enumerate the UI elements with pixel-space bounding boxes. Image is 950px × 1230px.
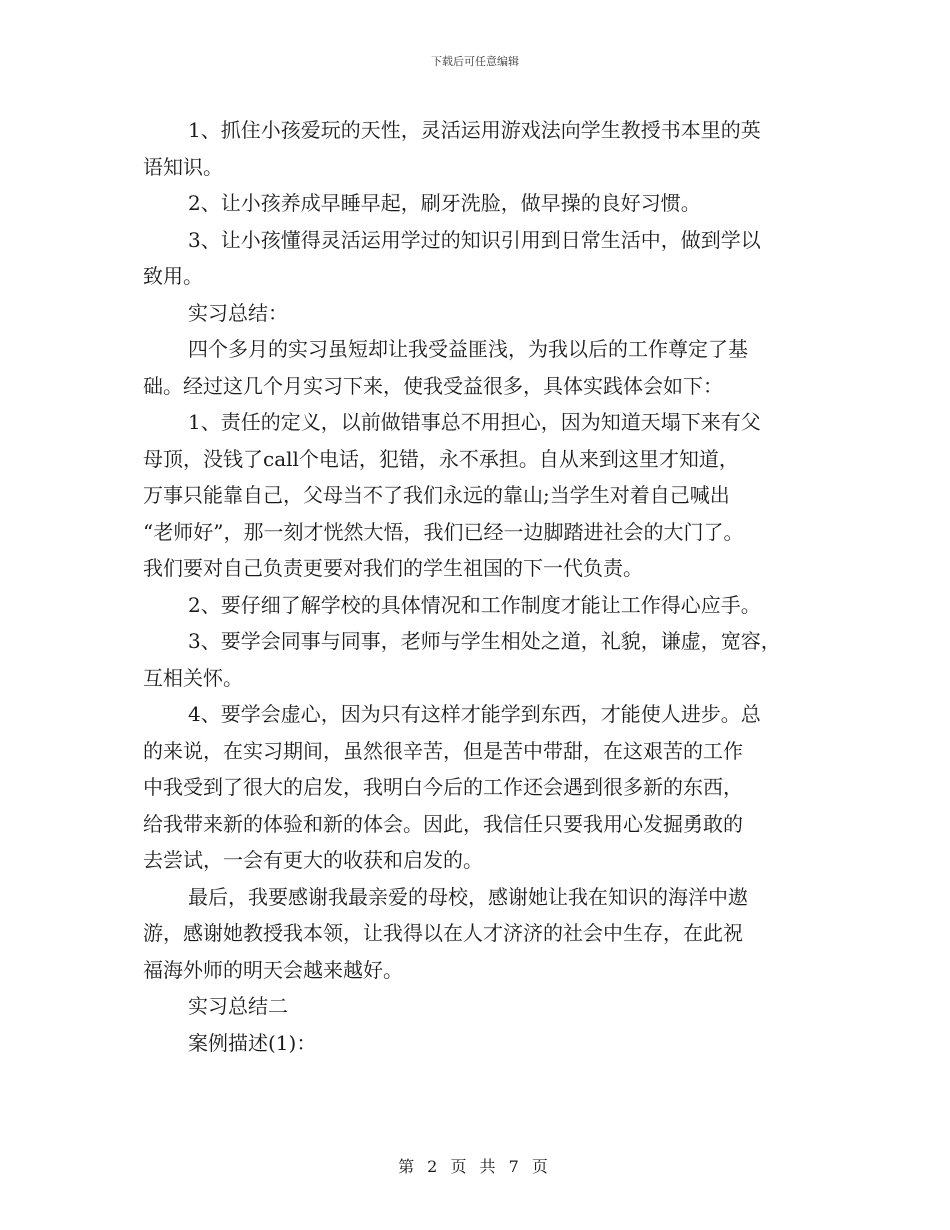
paragraph-line: 母顶，没钱了call个电话，犯错，永不承担。自从来到这里才知道， — [143, 446, 739, 471]
section-heading: 案例描述(1)： — [188, 1030, 317, 1055]
paragraph-line: “老师好”，那一刻才恍然大悟，我们已经一边脚踏进社会的大门了。 — [143, 519, 744, 544]
paragraph-line: 我们要对自己负责更要对我们的学生祖国的下一代负责。 — [143, 556, 643, 580]
paragraph-line: 四个多月的实习虽短却让我受益匪浅，为我以后的工作尊定了基 — [188, 337, 748, 361]
paragraph-line: 的来说，在实习期间，虽然很辛苦，但是苦中带甜，在这艰苦的工作 — [143, 738, 743, 763]
paragraph-line: 2、让小孩养成早睡早起，刷牙洗脸，做早操的良好习惯。 — [188, 191, 701, 215]
paragraph-line: 语知识。 — [143, 154, 223, 179]
paragraph-line: 去尝试，一会有更大的收获和启发的。 — [143, 848, 483, 872]
section-heading: 实习总结二 — [188, 994, 288, 1018]
paragraph-line: 万事只能靠自己，父母当不了我们永远的靠山;当学生对着自己喊出 — [143, 483, 730, 507]
paragraph-line: 最后，我要感谢我最亲爱的母校，感谢她让我在知识的海洋中遨 — [188, 884, 748, 909]
paragraph-line: 互相关怀。 — [143, 665, 243, 690]
paragraph-line: 福海外师的明天会越来越好。 — [143, 957, 403, 982]
paragraph-line: 3、要学会同事与同事，老师与学生相处之道，礼貌，谦虚，宽容， — [188, 629, 781, 653]
paragraph-line: 给我带来新的体验和新的体会。因此，我信任只要我用心发掘勇敢的 — [143, 811, 743, 836]
page-header: 下载后可任意编辑 — [431, 55, 519, 68]
paragraph-line: 3、让小孩懂得灵活运用学过的知识引用到日常生活中，做到学以 — [188, 227, 761, 252]
paragraph-line: 游，感谢她教授我本领，让我得以在人才济济的社会中生存，在此祝 — [143, 921, 743, 945]
paragraph-line: 致用。 — [143, 264, 203, 288]
paragraph-line: 中我受到了很大的启发，我明白今后的工作还会遇到很多新的东西， — [143, 775, 743, 799]
paragraph-line: 2、要仔细了解学校的具体情况和工作制度才能让工作得心应手。 — [188, 592, 761, 617]
page-number: 第 2 页 共 7 页 — [398, 1157, 552, 1176]
paragraph-line: 1、责任的定义，以前做错事总不用担心，因为知道天塌下来有父 — [188, 410, 761, 434]
paragraph-line: 1、抓住小孩爱玩的天性，灵活运用游戏法向学生教授书本里的英 — [188, 118, 761, 142]
paragraph-line: 4、要学会虚心，因为只有这样才能学到东西，才能使人进步。总 — [188, 702, 761, 726]
document-body — [143, 112, 823, 1061]
section-heading: 实习总结： — [188, 300, 288, 325]
paragraph-line: 础。经过这几个月实习下来，使我受益很多，具体实践体会如下： — [143, 373, 723, 398]
